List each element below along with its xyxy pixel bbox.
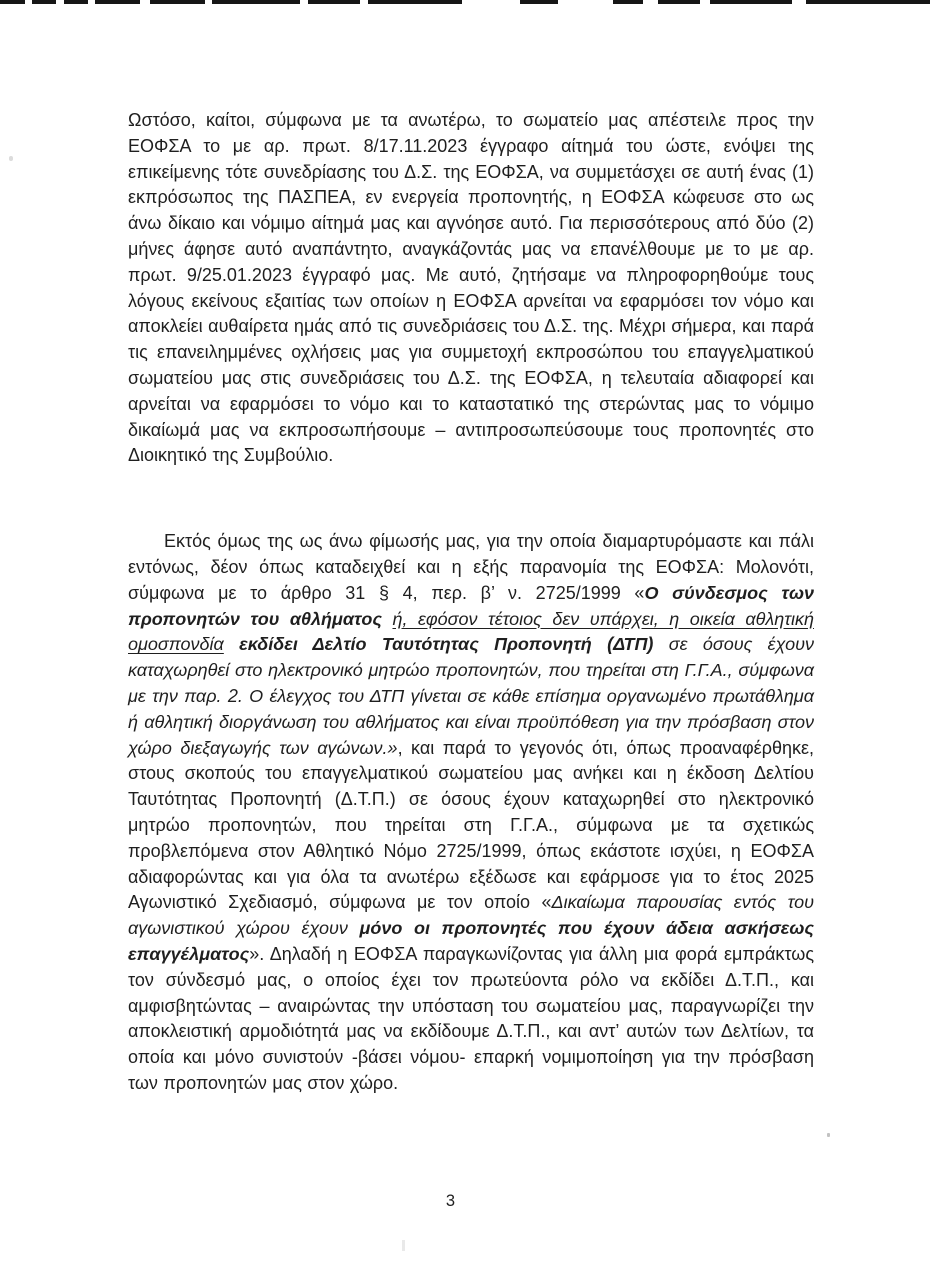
scan-bar-segment [150, 0, 205, 4]
text-segment: ή, εφόσον τέτοιος δεν υπάρχει, η οικεία αθλητική ομοσπονδία [128, 608, 814, 655]
scan-bar-segment [806, 0, 930, 4]
document-body [128, 108, 814, 1097]
scan-bar-segment [0, 0, 25, 4]
scan-speck [9, 156, 13, 161]
text-segment: ». Δηλαδή η ΕΟΦΣΑ παραγκωνίζοντας για άλλη μια φορά εμπράκτως τον σύνδεσμό μας, ο οποίος έχει τον πρωτεύοντα ρόλο να εκδίδει Δ.Τ.Π., και αμφισβητώντας – αναιρώντας την υπόσταση του σωματείου μας, παραγνωρίζει την αποκλειστική αρμοδιότητά μας να εκδίδουμε Δ.Τ.Π., και αντ’ αυτών των Δελτίων, τα οποία και μόνο συνιστούν -βάσει νόμου- επαρκή νομιμοποίηση για την πρόσβαση των προπονητών μας στον χώρο. [128, 943, 814, 1093]
text-segment: σε όσους έχουν καταχωρηθεί στο ηλεκτρονικό μητρώο προπονητών, που τηρείται στη Γ.Γ.Α., σύμφωνα με την παρ. 2. Ο έλεγχος του ΔΤΠ γίνεται σε κάθε επίσημα οργανωμένο πρωτάθλημα ή αθλητική διοργάνωση του αθλήματος και είναι προϋπόθεση για την πρόσβαση στον χώρο διεξαγωγής των αγώνων.» [128, 634, 814, 758]
scan-bar-segment [520, 0, 558, 4]
scan-bar-segment [95, 0, 140, 4]
scan-bar-segment [658, 0, 700, 4]
scan-bar-segment [212, 0, 300, 4]
text-segment: Εκτός όμως της ως άνω φίμωσής μας, για την οποία διαμαρτυρόμαστε και πάλι εντόνως, δέον όπως καταδειχθεί και η εξής παρανομία της ΕΟΦΣΑ: Μολονότι, σύμφωνα με το άρθρο 31 § 4, περ. β’ ν. 2725/1999 « [128, 531, 814, 603]
scan-bar-segment [64, 0, 88, 4]
scan-bar-segment [308, 0, 360, 4]
scan-speck [402, 1240, 405, 1251]
paragraph [128, 529, 814, 1097]
scan-speck [827, 1133, 830, 1137]
text-segment: εκδίδει Δελτίο Ταυτότητας Προπονητή (ΔΤΠ) [223, 634, 654, 655]
text-segment: , και παρά το γεγονός ότι, όπως προαναφέρθηκε, στους σκοπούς του επαγγελματικού σωματείου μας ανήκει και η έκδοση Δελτίου Ταυτότητας Προπονητή (Δ.Τ.Π.) σε όσους έχουν καταχωρηθεί στο ηλεκτρονικό μητρώο προπονητών, που τηρείται στη Γ.Γ.Α., σύμφωνα με τα σχετικώς προβλεπόμενα στον Αθλητικό Νόμο 2725/1999, όπως εκάστοτε ισχύει, η ΕΟΦΣΑ αδιαφορώντας και για όλα τα ανωτέρω εξέδωσε και εφάρμοσε για το έτος 2025 Αγωνιστικό Σχεδιασμό, σύμφωνα με τον οποίο « [128, 737, 814, 913]
paragraph [128, 108, 814, 469]
scan-artifact-top-bar [0, 0, 941, 5]
scan-bar-segment [613, 0, 643, 4]
text-segment: Δικαίωμα παρουσίας εντός του αγωνιστικού χώρου έχουν [128, 892, 814, 939]
page-number: 3 [445, 1192, 456, 1210]
scan-bar-segment [32, 0, 56, 4]
scan-bar-segment [368, 0, 462, 4]
scan-bar-segment [710, 0, 792, 4]
text-segment: μόνο οι προπονητές που έχουν άδεια ασκήσεως επαγγέλματος [128, 918, 814, 964]
text-segment: Ωστόσο, καίτοι, σύμφωνα με τα ανωτέρω, το σωματείο μας απέστειλε προς την ΕΟΦΣΑ το με αρ. πρωτ. 8/17.11.2023 έγγραφο αίτημά του ώστε, ενόψει της επικείμενης τότε συνεδρίασης του Δ.Σ. της ΕΟΦΣΑ, να συμμετάσχει σε αυτή ένας (1) εκπρόσωπος της ΠΑΣΠΕΑ, εν ενεργεία προπονητής, η ΕΟΦΣΑ κώφευσε στο ως άνω δίκαιο και νόμιμο αίτημά μας και αγνόησε αυτό. Για περισσότερους από δύο (2) μήνες άφησε αυτό αναπάντητο, αναγκάζοντάς μας να επανέλθουμε με το με αρ. πρωτ. 9/25.01.2023 έγγραφό μας. Με αυτό, ζητήσαμε να πληροφορηθούμε τους λόγους εκείνους εξαιτίας των οποίων η ΕΟΦΣΑ αρνείται να εφαρμόσει τον νόμο και αποκλείει αυθαίρετα ημάς από τις συνεδριάσεις του Δ.Σ. της. Μέχρι σήμερα, και παρά τις επανειλημμένες οχλήσεις μας για συμμετοχή εκπροσώπου του επαγγελματικού σωματείου μας στις συνεδριάσεις του Δ.Σ. της ΕΟΦΣΑ, η τελευταία αδιαφορεί και αρνείται να εφαρμόσει το νόμο και το καταστατικό της στερώντας μας το νόμιμο δικαίωμά μας να εκπροσωπήσουμε – αντιπροσωπεύσουμε τους προπονητές στο Διοικητικό της Συμβούλιο. [128, 110, 814, 466]
text-segment: Ο σύνδεσμος των προπονητών του αθλήματος [128, 582, 814, 629]
